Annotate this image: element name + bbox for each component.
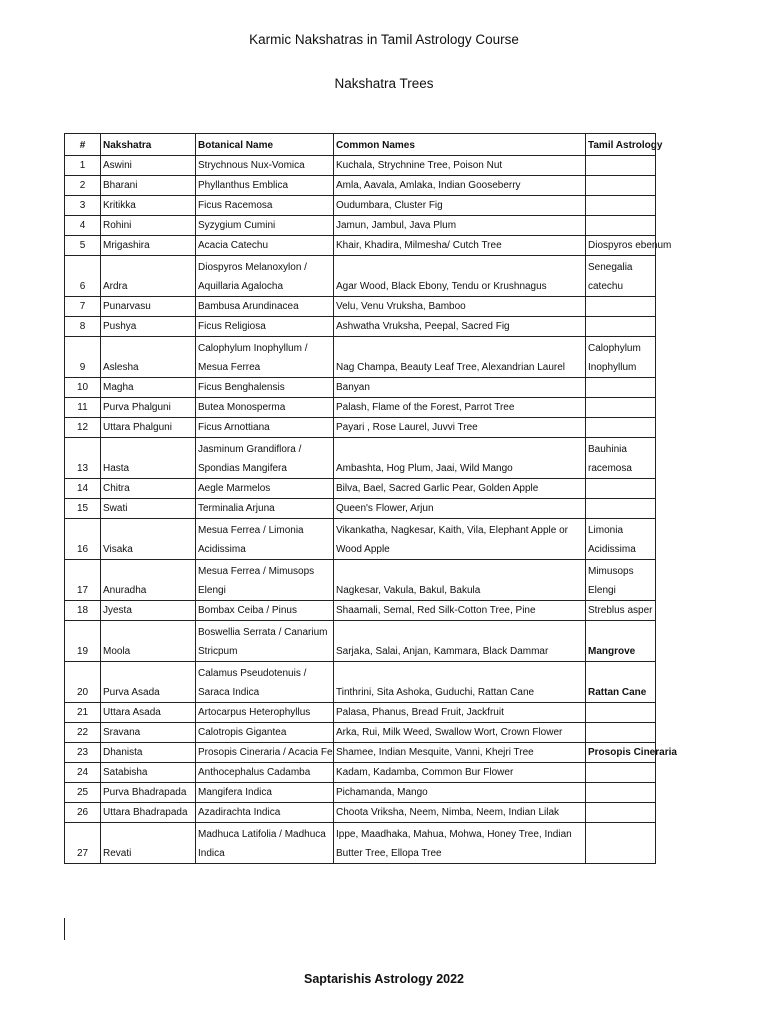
cell-nakshatra: Punarvasu xyxy=(101,297,196,317)
table-row xyxy=(65,317,656,337)
cell-nakshatra: Uttara Asada xyxy=(101,703,196,723)
table-row xyxy=(65,783,656,803)
cell-botanical-name: Azadirachta Indica xyxy=(196,803,334,823)
cell-common-names: Ippe, Maadhaka, Mahua, Mohwa, Honey Tree, Indian Butter Tree, Ellopa Tree xyxy=(334,823,586,864)
cell-nakshatra: Uttara Bhadrapada xyxy=(101,803,196,823)
cell-number: 7 xyxy=(65,297,101,317)
cell-botanical-name: Mesua Ferrea / Limonia Acidissima xyxy=(196,519,334,560)
table-row xyxy=(65,156,656,176)
cell-nakshatra: Kritikka xyxy=(101,196,196,216)
cell-botanical-name: Jasminum Grandiflora / Spondias Mangifera xyxy=(196,438,334,479)
table-row xyxy=(65,196,656,216)
cell-tamil-astrology xyxy=(586,783,656,803)
cell-nakshatra: Moola xyxy=(101,621,196,662)
table-row xyxy=(65,378,656,398)
cell-nakshatra: Chitra xyxy=(101,479,196,499)
cell-tamil-astrology xyxy=(586,763,656,783)
cell-nakshatra: Magha xyxy=(101,378,196,398)
cell-number: 4 xyxy=(65,216,101,236)
cell-tamil-astrology xyxy=(586,317,656,337)
cell-tamil-astrology: Senegalia catechu xyxy=(586,256,656,297)
cell-common-names: Arka, Rui, Milk Weed, Swallow Wort, Crown Flower xyxy=(334,723,586,743)
cell-number: 11 xyxy=(65,398,101,418)
cell-number: 10 xyxy=(65,378,101,398)
cell-nakshatra: Visaka xyxy=(101,519,196,560)
table-row xyxy=(65,398,656,418)
cell-tamil-astrology xyxy=(586,378,656,398)
cell-common-names: Shamee, Indian Mesquite, Vanni, Khejri Tree xyxy=(334,743,586,763)
cell-nakshatra: Uttara Phalguni xyxy=(101,418,196,438)
cell-botanical-name: Ficus Racemosa xyxy=(196,196,334,216)
cell-botanical-name: Ficus Arnottiana xyxy=(196,418,334,438)
cell-tamil-astrology: Bauhinia racemosa xyxy=(586,438,656,479)
cell-common-names: Amla, Aavala, Amlaka, Indian Gooseberry xyxy=(334,176,586,196)
document-title: Karmic Nakshatras in Tamil Astrology Course xyxy=(249,32,519,47)
table-row xyxy=(65,823,656,864)
cell-common-names: Velu, Venu Vruksha, Bamboo xyxy=(334,297,586,317)
cell-botanical-name: Strychnous Nux-Vomica xyxy=(196,156,334,176)
cell-botanical-name: Calamus Pseudotenuis / Saraca Indica xyxy=(196,662,334,703)
cell-botanical-name: Artocarpus Heterophyllus xyxy=(196,703,334,723)
table-row xyxy=(65,560,656,601)
cell-tamil-astrology: Diospyros ebenum xyxy=(586,236,656,256)
cell-number: 14 xyxy=(65,479,101,499)
cell-tamil-astrology xyxy=(586,703,656,723)
cell-number: 19 xyxy=(65,621,101,662)
cell-botanical-name: Boswellia Serrata / Canarium Stricpum xyxy=(196,621,334,662)
cell-tamil-astrology xyxy=(586,297,656,317)
cell-common-names: Palasa, Phanus, Bread Fruit, Jackfruit xyxy=(334,703,586,723)
cell-number: 2 xyxy=(65,176,101,196)
cell-tamil-astrology xyxy=(586,216,656,236)
cell-common-names: Agar Wood, Black Ebony, Tendu or Krushnagus xyxy=(334,256,586,297)
cell-nakshatra: Purva Phalguni xyxy=(101,398,196,418)
cell-number: 21 xyxy=(65,703,101,723)
cell-number: 5 xyxy=(65,236,101,256)
cell-botanical-name: Anthocephalus Cadamba xyxy=(196,763,334,783)
table-row xyxy=(65,479,656,499)
table-row xyxy=(65,256,656,297)
cell-common-names: Queen's Flower, Arjun xyxy=(334,499,586,519)
table-body xyxy=(65,156,677,864)
cell-number: 18 xyxy=(65,601,101,621)
table-row xyxy=(65,176,656,196)
cell-tamil-astrology: Limonia Acidissima xyxy=(586,519,656,560)
cell-nakshatra: Satabisha xyxy=(101,763,196,783)
cell-tamil-astrology: Mangrove xyxy=(586,621,656,662)
document-subtitle: Nakshatra Trees xyxy=(334,76,434,91)
cell-botanical-name: Calophylum Inophyllum / Mesua Ferrea xyxy=(196,337,334,378)
cell-common-names: Kadam, Kadamba, Common Bur Flower xyxy=(334,763,586,783)
cell-common-names: Ashwatha Vruksha, Peepal, Sacred Fig xyxy=(334,317,586,337)
table-row xyxy=(65,601,656,621)
header-number: # xyxy=(65,134,101,156)
cell-common-names: Banyan xyxy=(334,378,586,398)
table-row xyxy=(65,216,656,236)
cell-nakshatra: Aslesha xyxy=(101,337,196,378)
cell-common-names: Shaamali, Semal, Red Silk-Cotton Tree, Pine xyxy=(334,601,586,621)
cell-common-names: Vikankatha, Nagkesar, Kaith, Vila, Elephant Apple or Wood Apple xyxy=(334,519,586,560)
cell-common-names: Pichamanda, Mango xyxy=(334,783,586,803)
cell-botanical-name: Bambusa Arundinacea xyxy=(196,297,334,317)
cell-botanical-name: Mangifera Indica xyxy=(196,783,334,803)
cell-number: 25 xyxy=(65,783,101,803)
cell-common-names: Jamun, Jambul, Java Plum xyxy=(334,216,586,236)
cell-nakshatra: Sravana xyxy=(101,723,196,743)
cell-nakshatra: Dhanista xyxy=(101,743,196,763)
cell-botanical-name: Mesua Ferrea / Mimusops Elengi xyxy=(196,560,334,601)
cell-botanical-name: Syzygium Cumini xyxy=(196,216,334,236)
header-botanical-name: Botanical Name xyxy=(196,134,334,156)
cell-tamil-astrology: Rattan Cane xyxy=(586,662,656,703)
cell-nakshatra: Aswini xyxy=(101,156,196,176)
table-row xyxy=(65,743,656,763)
table-trailing-border xyxy=(64,918,65,940)
cell-nakshatra: Swati xyxy=(101,499,196,519)
table-row xyxy=(65,297,656,317)
cell-tamil-astrology xyxy=(586,398,656,418)
cell-tamil-astrology xyxy=(586,823,656,864)
cell-common-names: Khair, Khadira, Milmesha/ Cutch Tree xyxy=(334,236,586,256)
cell-number: 13 xyxy=(65,438,101,479)
table-row xyxy=(65,662,656,703)
cell-common-names: Nag Champa, Beauty Leaf Tree, Alexandrian Laurel xyxy=(334,337,586,378)
cell-botanical-name: Diospyros Melanoxylon / Aquillaria Agalocha xyxy=(196,256,334,297)
table-row xyxy=(65,723,656,743)
table-row xyxy=(65,519,656,560)
cell-common-names: Sarjaka, Salai, Anjan, Kammara, Black Dammar xyxy=(334,621,586,662)
cell-tamil-astrology: Prosopis Cineraria xyxy=(586,743,656,763)
cell-tamil-astrology xyxy=(586,418,656,438)
cell-botanical-name: Prosopis Cineraria / Acacia Fe xyxy=(196,743,334,763)
cell-common-names: Oudumbara, Cluster Fig xyxy=(334,196,586,216)
header-nakshatra: Nakshatra xyxy=(101,134,196,156)
cell-botanical-name: Ficus Benghalensis xyxy=(196,378,334,398)
cell-nakshatra: Revati xyxy=(101,823,196,864)
table-row xyxy=(65,418,656,438)
table-header-row xyxy=(65,134,656,156)
cell-common-names: Payari , Rose Laurel, Juvvi Tree xyxy=(334,418,586,438)
cell-nakshatra: Rohini xyxy=(101,216,196,236)
cell-botanical-name: Bombax Ceiba / Pinus xyxy=(196,601,334,621)
cell-common-names: Kuchala, Strychnine Tree, Poison Nut xyxy=(334,156,586,176)
cell-common-names: Ambashta, Hog Plum, Jaai, Wild Mango xyxy=(334,438,586,479)
cell-tamil-astrology xyxy=(586,176,656,196)
cell-common-names: Nagkesar, Vakula, Bakul, Bakula xyxy=(334,560,586,601)
cell-tamil-astrology xyxy=(586,723,656,743)
document-footer: Saptarishis Astrology 2022 xyxy=(303,972,465,986)
cell-nakshatra: Anuradha xyxy=(101,560,196,601)
cell-botanical-name: Phyllanthus Emblica xyxy=(196,176,334,196)
cell-number: 12 xyxy=(65,418,101,438)
cell-botanical-name: Acacia Catechu xyxy=(196,236,334,256)
cell-common-names: Tinthrini, Sita Ashoka, Guduchi, Rattan Cane xyxy=(334,662,586,703)
cell-number: 24 xyxy=(65,763,101,783)
table-row xyxy=(65,703,656,723)
cell-tamil-astrology xyxy=(586,479,656,499)
cell-common-names: Bilva, Bael, Sacred Garlic Pear, Golden Apple xyxy=(334,479,586,499)
cell-tamil-astrology: Calophylum Inophyllum xyxy=(586,337,656,378)
cell-number: 6 xyxy=(65,256,101,297)
cell-number: 3 xyxy=(65,196,101,216)
cell-nakshatra: Purva Bhadrapada xyxy=(101,783,196,803)
cell-number: 17 xyxy=(65,560,101,601)
table-row xyxy=(65,499,656,519)
cell-number: 9 xyxy=(65,337,101,378)
cell-number: 22 xyxy=(65,723,101,743)
cell-nakshatra: Purva Asada xyxy=(101,662,196,703)
cell-number: 20 xyxy=(65,662,101,703)
cell-tamil-astrology: Mimusops Elengi xyxy=(586,560,656,601)
cell-botanical-name: Butea Monosperma xyxy=(196,398,334,418)
header-common-names: Common Names xyxy=(334,134,586,156)
table-row xyxy=(65,236,656,256)
nakshatra-trees-table xyxy=(64,133,677,864)
cell-nakshatra: Hasta xyxy=(101,438,196,479)
table-row xyxy=(65,337,656,378)
header-tamil-astrology: Tamil Astrology xyxy=(586,134,656,156)
cell-botanical-name: Terminalia Arjuna xyxy=(196,499,334,519)
cell-botanical-name: Madhuca Latifolia / Madhuca Indica xyxy=(196,823,334,864)
cell-number: 27 xyxy=(65,823,101,864)
cell-nakshatra: Pushya xyxy=(101,317,196,337)
cell-tamil-astrology xyxy=(586,499,656,519)
cell-nakshatra: Mrigashira xyxy=(101,236,196,256)
cell-common-names: Choota Vriksha, Neem, Nimba, Neem, Indian Lilak xyxy=(334,803,586,823)
cell-tamil-astrology xyxy=(586,156,656,176)
cell-nakshatra: Ardra xyxy=(101,256,196,297)
table-row xyxy=(65,621,656,662)
cell-tamil-astrology: Streblus asper xyxy=(586,601,656,621)
cell-nakshatra: Jyesta xyxy=(101,601,196,621)
cell-number: 26 xyxy=(65,803,101,823)
cell-botanical-name: Ficus Religiosa xyxy=(196,317,334,337)
table-row xyxy=(65,438,656,479)
table-row xyxy=(65,803,656,823)
cell-botanical-name: Calotropis Gigantea xyxy=(196,723,334,743)
cell-tamil-astrology xyxy=(586,196,656,216)
cell-tamil-astrology xyxy=(586,803,656,823)
cell-common-names: Palash, Flame of the Forest, Parrot Tree xyxy=(334,398,586,418)
cell-number: 1 xyxy=(65,156,101,176)
cell-botanical-name: Aegle Marmelos xyxy=(196,479,334,499)
cell-number: 16 xyxy=(65,519,101,560)
table-row xyxy=(65,763,656,783)
cell-number: 8 xyxy=(65,317,101,337)
cell-number: 23 xyxy=(65,743,101,763)
cell-nakshatra: Bharani xyxy=(101,176,196,196)
cell-number: 15 xyxy=(65,499,101,519)
